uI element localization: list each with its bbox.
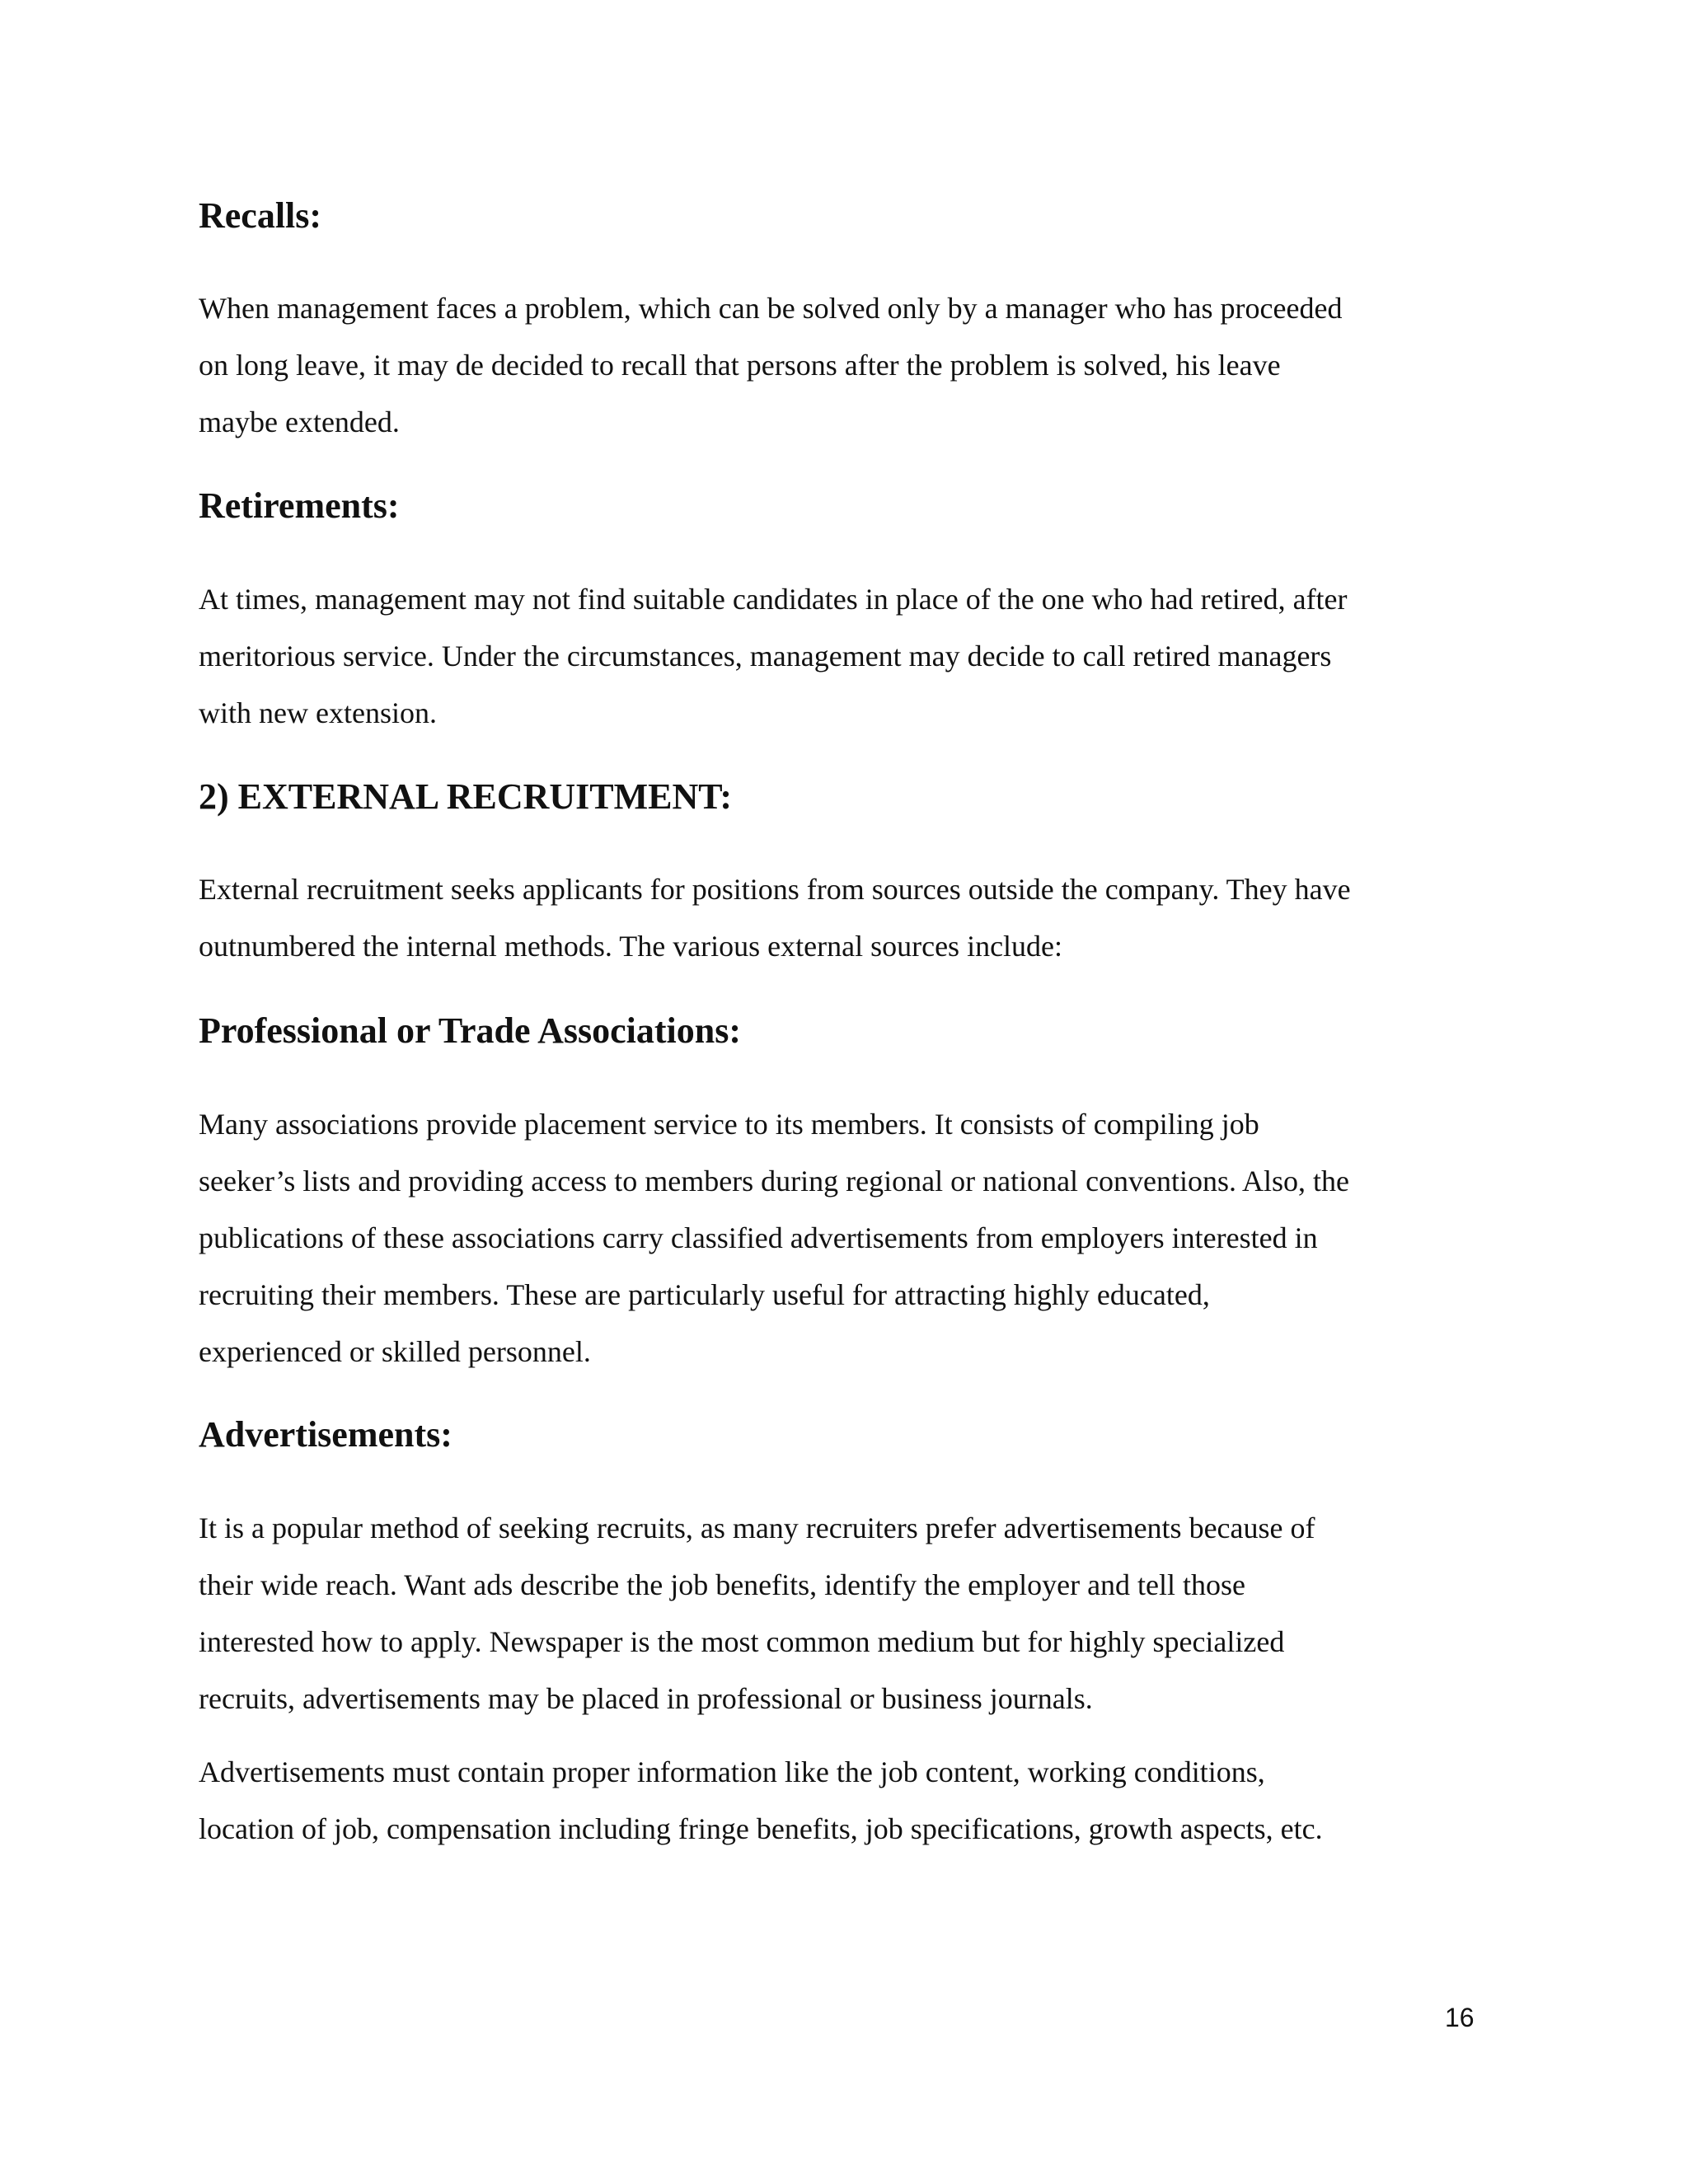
text-line: outnumbered the internal methods. The various external sources include: xyxy=(199,930,1063,963)
text-line: At times, management may not find suitable candidates in place of the one who had retired, after xyxy=(199,583,1348,616)
text-line: publications of these associations carry classified advertisements from employers interested in xyxy=(199,1221,1318,1254)
section-heading-recalls: Recalls: xyxy=(199,195,322,236)
section-heading-retirements: Retirements: xyxy=(199,485,400,526)
text-line: External recruitment seeks applicants for positions from sources outside the company. They have xyxy=(199,873,1351,906)
text-line: Many associations provide placement service to its members. It consists of compiling job xyxy=(199,1108,1259,1141)
paragraph-recalls xyxy=(199,280,1493,451)
text-line: Advertisements must contain proper information like the job content, working conditions, xyxy=(199,1755,1265,1788)
text-line: interested how to apply. Newspaper is the most common medium but for highly specialized xyxy=(199,1625,1285,1658)
text-line: It is a popular method of seeking recruits, as many recruiters prefer advertisements because of xyxy=(199,1511,1315,1544)
text-line: When management faces a problem, which can be solved only by a manager who has proceeded xyxy=(199,292,1343,325)
text-line: location of job, compensation including fringe benefits, job specifications, growth aspects, etc. xyxy=(199,1812,1323,1845)
paragraph-retirements xyxy=(199,571,1493,742)
text-line: recruiting their members. These are particularly useful for attracting highly educated, xyxy=(199,1278,1210,1311)
text-line: with new extension. xyxy=(199,696,437,729)
section-heading-advertisements: Advertisements: xyxy=(199,1414,452,1455)
paragraph-advertisements-content xyxy=(199,1744,1493,1858)
section-heading-professional-associations: Professional or Trade Associations: xyxy=(199,1010,741,1051)
text-line: maybe extended. xyxy=(199,405,400,438)
text-line: seeker’s lists and providing access to members during regional or national conventions. Also, the xyxy=(199,1165,1350,1197)
text-line: recruits, advertisements may be placed in professional or business journals. xyxy=(199,1682,1093,1715)
text-line: experienced or skilled personnel. xyxy=(199,1335,591,1368)
text-line: meritorious service. Under the circumstances, management may decide to call retired managers xyxy=(199,640,1332,673)
page-number: 16 xyxy=(1445,2003,1475,2032)
paragraph-advertisements xyxy=(199,1500,1493,1727)
text-line: on long leave, it may de decided to recall that persons after the problem is solved, his leave xyxy=(199,349,1281,382)
section-heading-external-recruitment: 2) EXTERNAL RECRUITMENT: xyxy=(199,776,733,817)
text-line: their wide reach. Want ads describe the job benefits, identify the employer and tell those xyxy=(199,1568,1246,1601)
paragraph-external-recruitment xyxy=(199,861,1493,975)
paragraph-professional-associations xyxy=(199,1096,1493,1380)
